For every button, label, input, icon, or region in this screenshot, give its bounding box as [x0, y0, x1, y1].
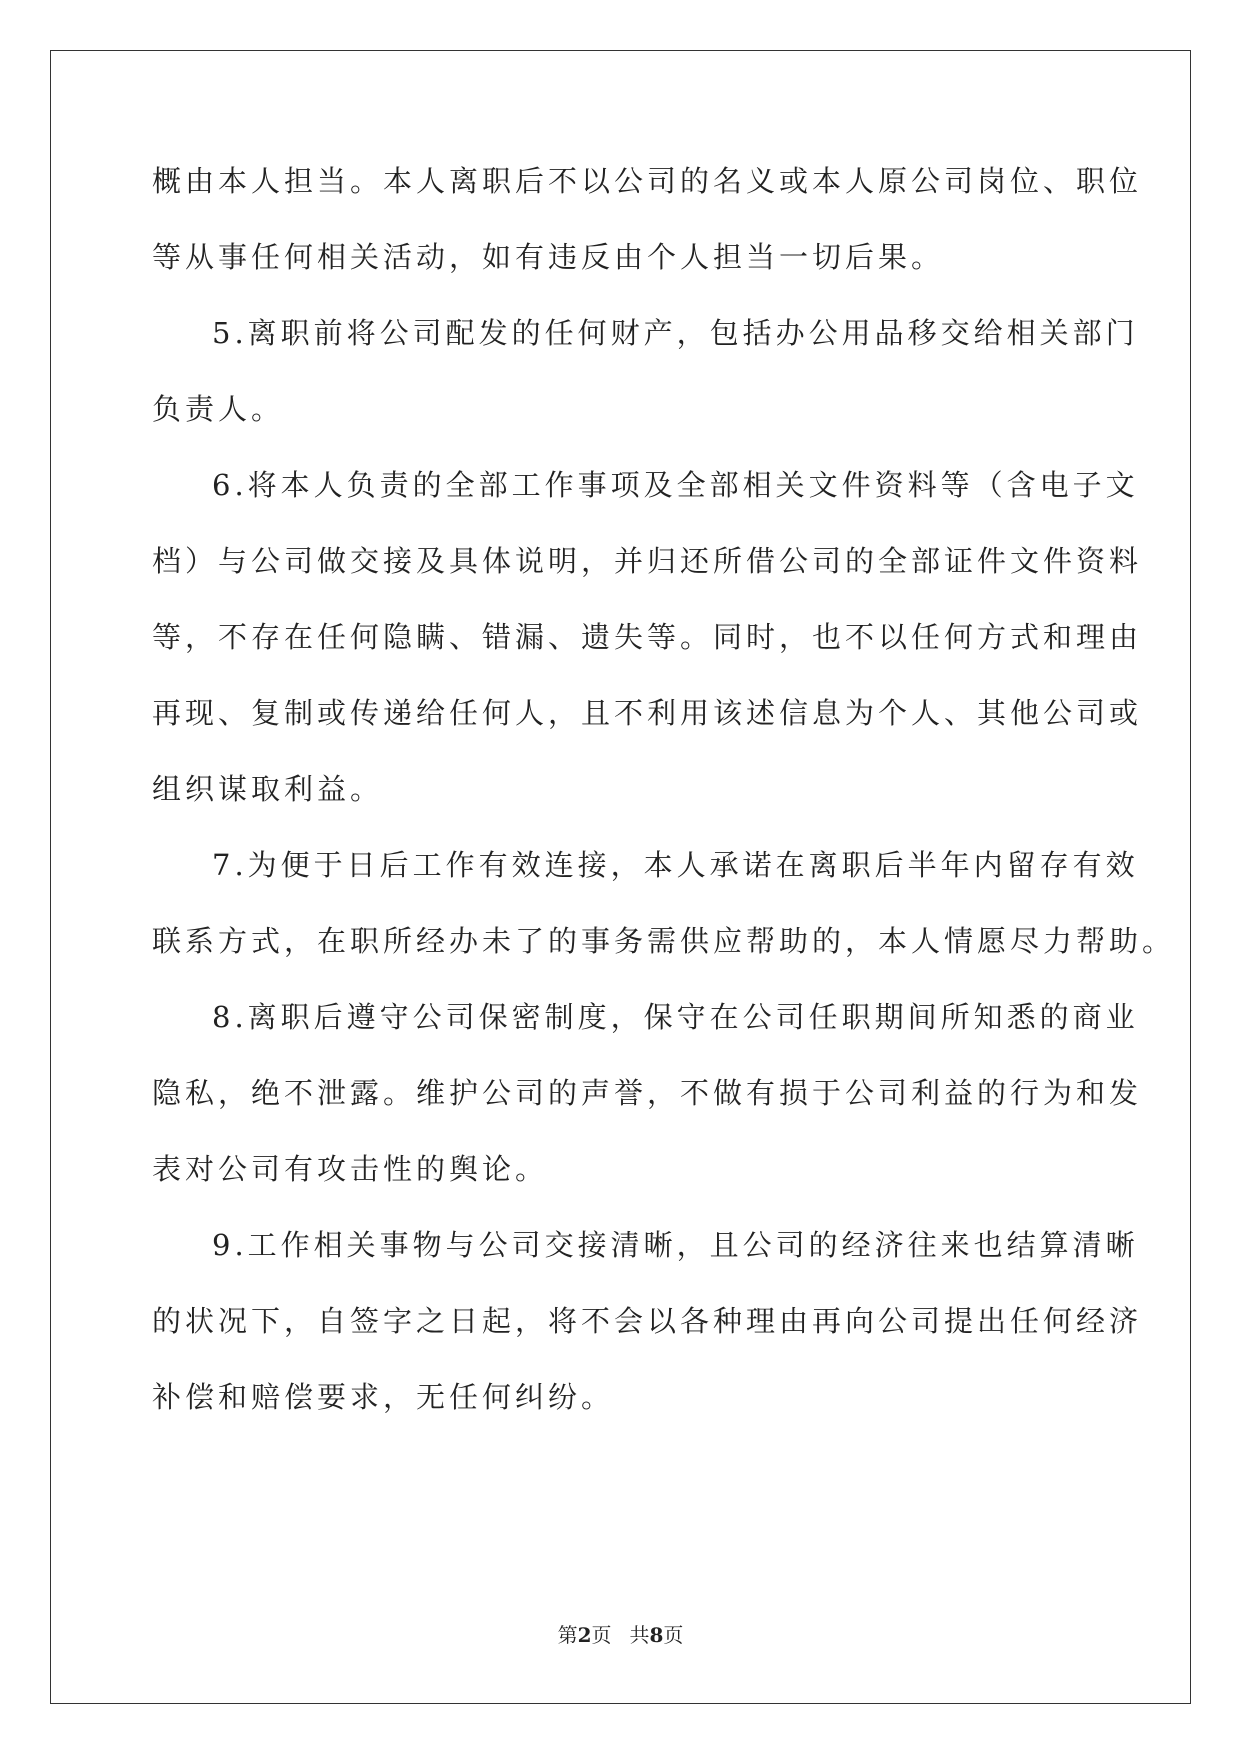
paragraph-line: 档）与公司做交接及具体说明，并归还所借公司的全部证件文件资料: [152, 544, 1143, 578]
paragraph-line: 补偿和赔偿要求，无任何纠纷。: [152, 1380, 615, 1414]
paragraph-line: 等从事任何相关活动，如有违反由个人担当一切后果。: [152, 240, 945, 274]
paragraph-line: 联系方式，在职所经办未了的事务需供应帮助的，本人情愿尽力帮助。: [152, 924, 1176, 958]
paragraph-line-item-8: 8.离职后遵守公司保密制度，保守在公司任职期间所知悉的商业: [212, 1000, 1139, 1034]
current-page-number: 2: [577, 1623, 592, 1647]
paragraph-line: 表对公司有攻击性的舆论。: [152, 1152, 549, 1186]
paragraph-line: 的状况下，自签字之日起，将不会以各种理由再向公司提出任何经济: [152, 1304, 1143, 1338]
paragraph-line-item-5: 5.离职前将公司配发的任何财产，包括办公用品移交给相关部门: [212, 316, 1139, 350]
paragraph-line-item-9: 9.工作相关事物与公司交接清晰，且公司的经济往来也结算清晰: [212, 1228, 1139, 1262]
paragraph-line: 再现、复制或传递给任何人，且不利用该述信息为个人、其他公司或: [152, 696, 1143, 730]
page-number-prefix: 第: [557, 1623, 578, 1647]
paragraph-line: 组织谋取利益。: [152, 772, 384, 806]
total-page-count: 8: [649, 1623, 664, 1647]
page-number-suffix: 页: [591, 1623, 612, 1647]
paragraph-line-item-7: 7.为便于日后工作有效连接，本人承诺在离职后半年内留存有效: [212, 848, 1139, 882]
paragraph-line: 等，不存在任何隐瞒、错漏、遗失等。同时，也不以任何方式和理由: [152, 620, 1143, 654]
paragraph-line: 隐私，绝不泄露。维护公司的声誉，不做有损于公司利益的行为和发: [152, 1076, 1143, 1110]
total-pages-suffix: 页: [663, 1623, 684, 1647]
paragraph-line-item-6: 6.将本人负责的全部工作事项及全部相关文件资料等（含电子文: [212, 468, 1139, 502]
total-pages-prefix: 共: [629, 1623, 650, 1647]
page-footer: [0, 1622, 1241, 1648]
paragraph-line: 概由本人担当。本人离职后不以公司的名义或本人原公司岗位、职位: [152, 164, 1143, 198]
paragraph-line: 负责人。: [152, 392, 285, 426]
document-body: [152, 160, 1176, 1452]
